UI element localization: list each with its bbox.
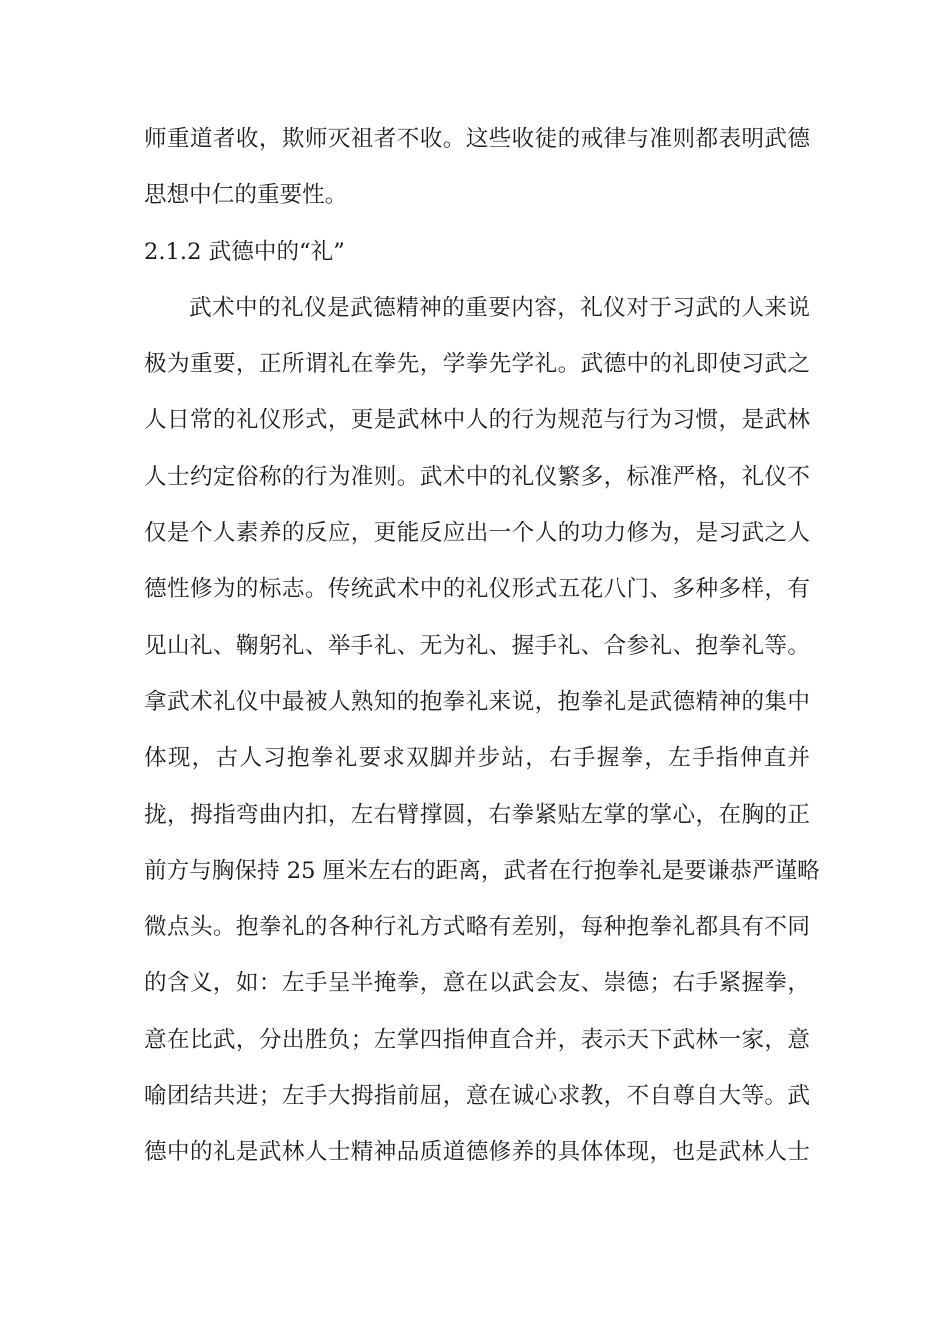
body-text <box>144 117 820 1187</box>
text-line: 见山礼、鞠躬礼、举手礼、无为礼、握手礼、合参礼、抱拳礼等。 <box>144 632 810 659</box>
text-line: 仅是个人素养的反应，更能反应出一个人的功力修为，是习武之人 <box>144 520 810 547</box>
text-line: 德中的礼是武林人士精神品质道德修养的具体体现，也是武林人士 <box>144 1139 810 1166</box>
text-line: 极为重要，正所谓礼在拳先，学拳先学礼。武德中的礼即使习武之 <box>144 351 810 378</box>
text-line: 拢，拇指弯曲内扣，左右臂撑圆，右拳紧贴左掌的掌心，在胸的正 <box>144 801 810 828</box>
text-line: 人士约定俗称的行为准则。武术中的礼仪繁多，标准严格，礼仪不 <box>144 463 810 490</box>
text-line: 意在比武，分出胜负；左掌四指伸直合并，表示天下武林一家，意 <box>144 1026 810 1053</box>
text-line: 德性修为的标志。传统武术中的礼仪形式五花八门、多种多样，有 <box>144 576 810 603</box>
text-line: 思想中仁的重要性。 <box>144 182 348 209</box>
text-line: 喻团结共进；左手大拇指前屈，意在诚心求教，不自尊自大等。武 <box>144 1083 810 1110</box>
text-line: 师重道者收，欺师灭祖者不收。这些收徒的戒律与准则都表明武德 <box>144 126 810 152</box>
text-line: 微点头。抱拳礼的各种行礼方式略有差别，每种抱拳礼都具有不同 <box>144 914 810 941</box>
text-line: 拿武术礼仪中最被人熟知的抱拳礼来说，抱拳礼是武德精神的集中 <box>144 688 810 715</box>
text-line: 体现，古人习抱拳礼要求双脚并步站，右手握拳，左手指伸直并 <box>144 745 810 772</box>
text-line: 人日常的礼仪形式，更是武林中人的行为规范与行为习惯，是武林 <box>144 407 810 434</box>
text-line: 前方与胸保持 25 厘米左右的距离，武者在行抱拳礼是要谦恭严谨略 <box>144 857 820 884</box>
text-line: 的含义，如：左手呈半掩拳，意在以武会友、崇德；右手紧握拳， <box>144 970 810 997</box>
section-heading: 2.1.2 武德中的“礼” <box>144 238 345 265</box>
text-line: 武术中的礼仪是武德精神的重要内容，礼仪对于习武的人来说 <box>189 294 810 321</box>
